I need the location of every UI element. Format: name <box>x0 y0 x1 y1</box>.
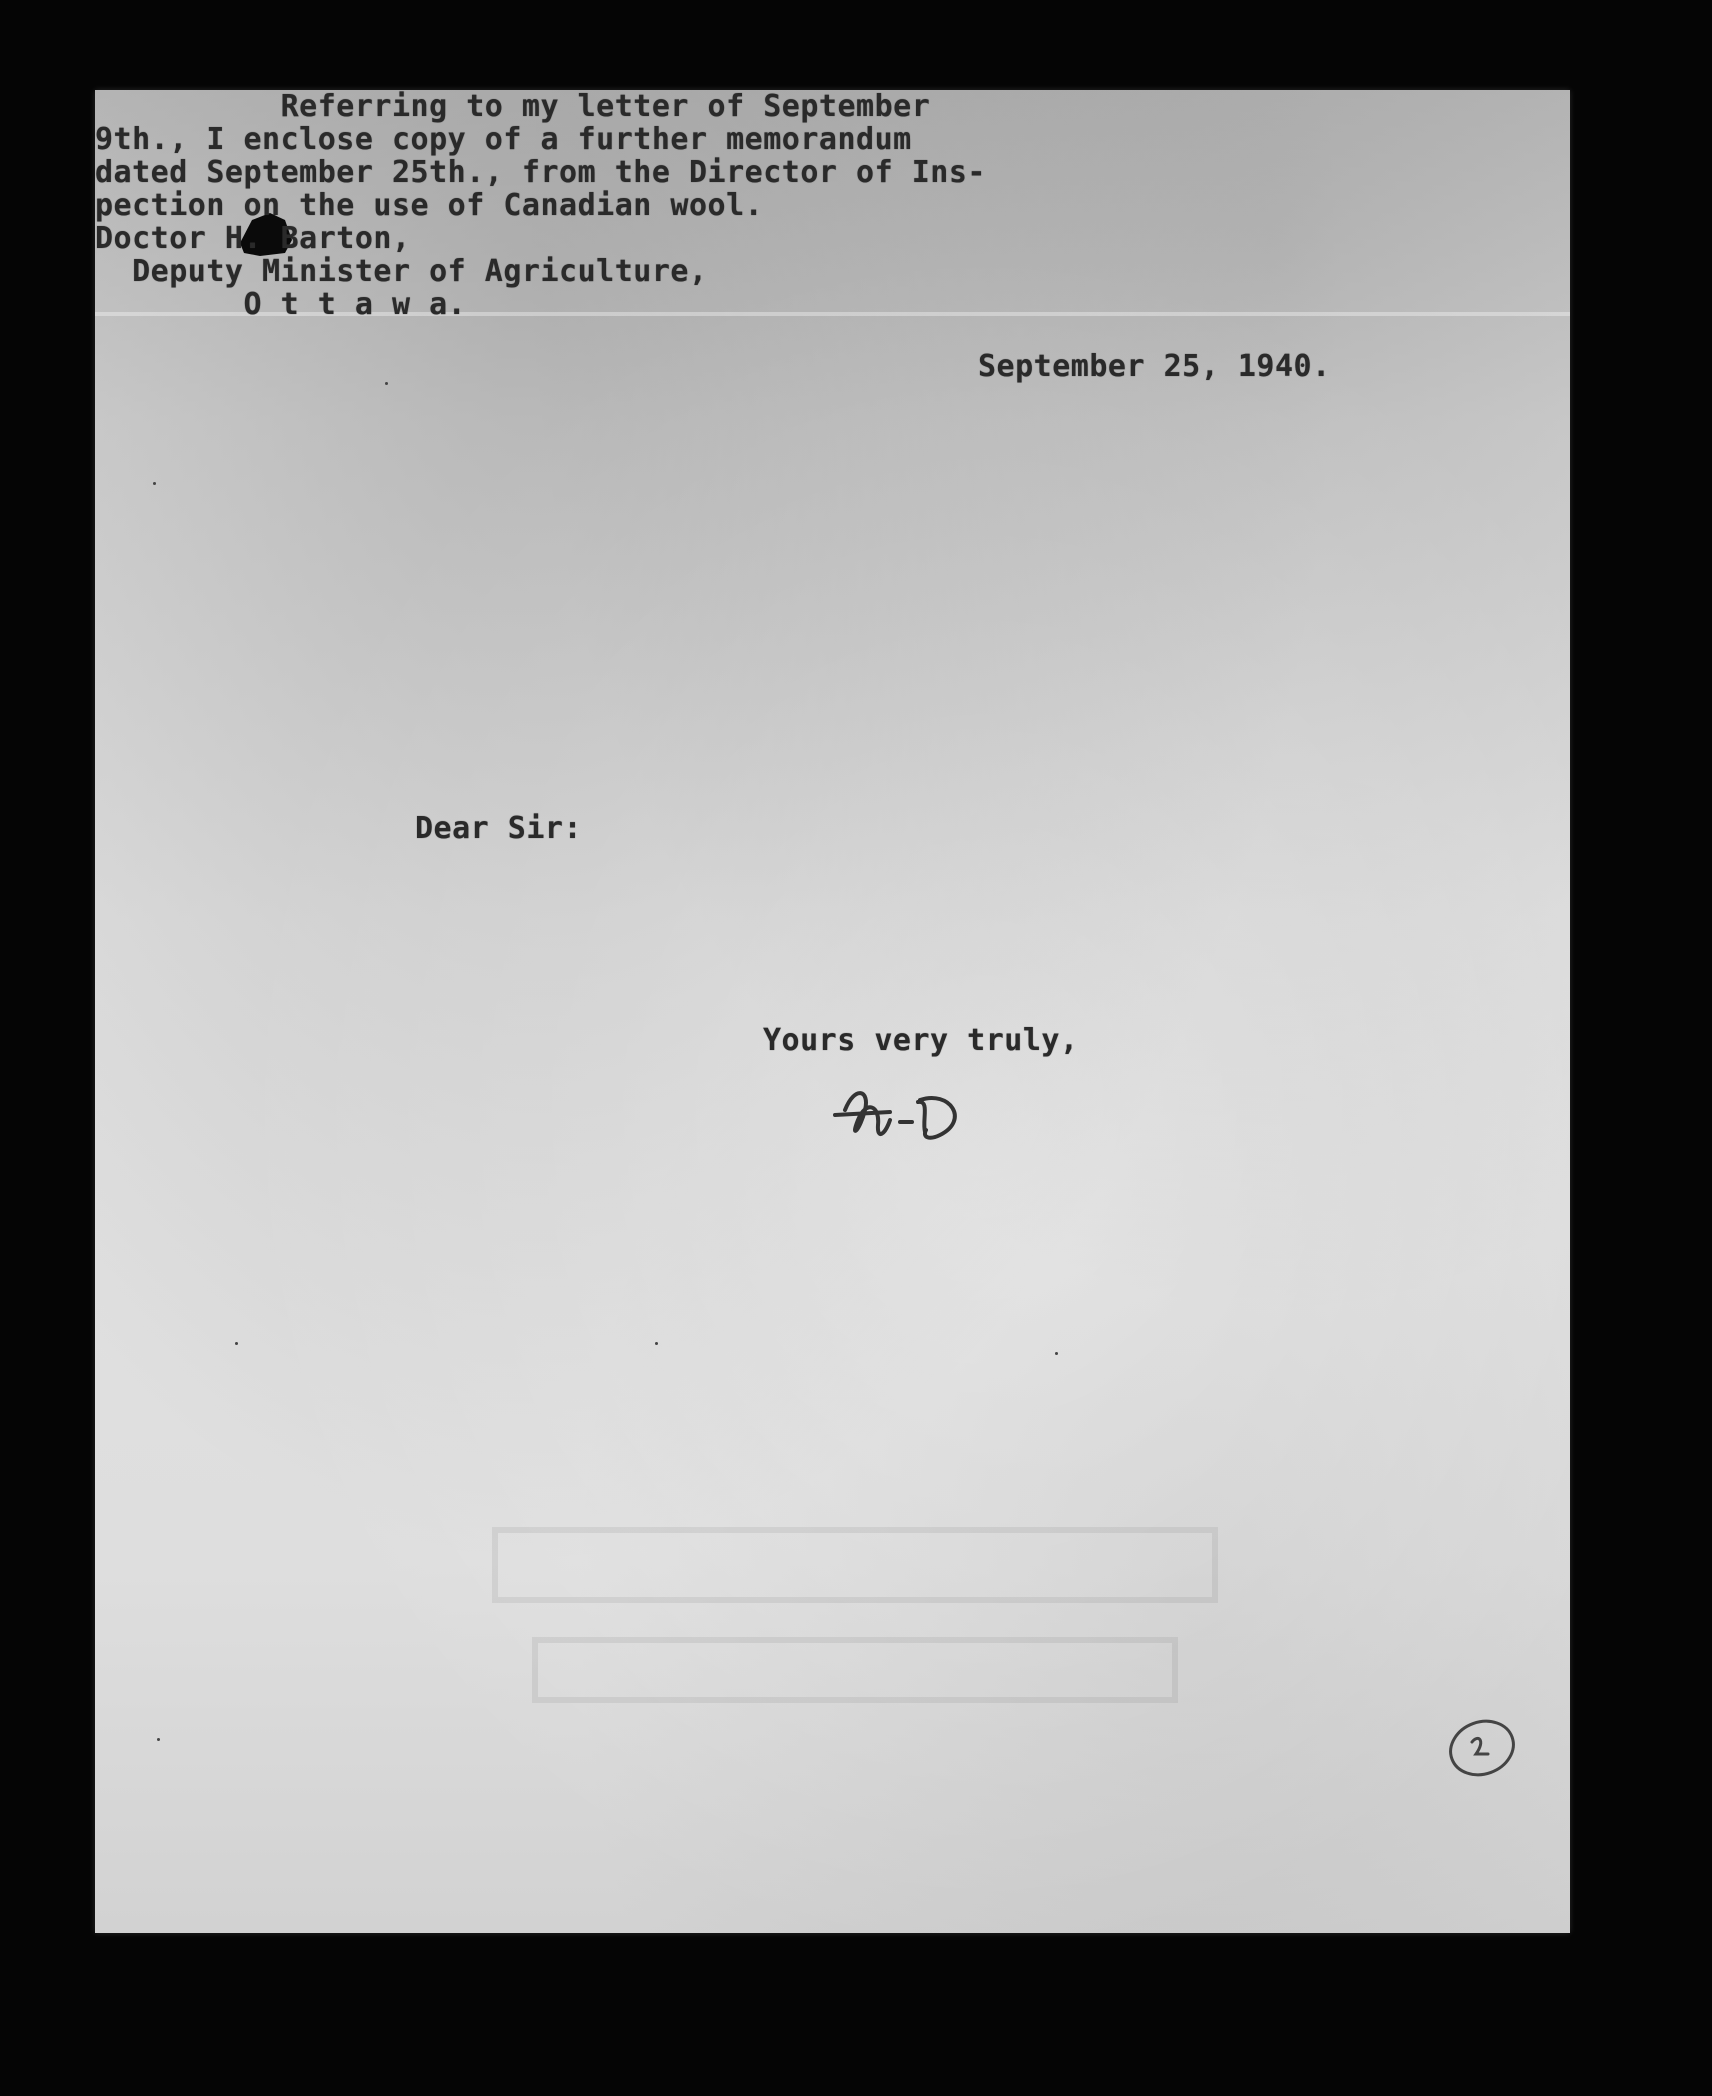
addressee-title: Deputy Minister of Agriculture, <box>95 254 708 289</box>
letter-body <box>95 90 1570 222</box>
speck <box>655 1342 658 1345</box>
letter-date: September 25, 1940. <box>978 349 1331 384</box>
speck <box>235 1342 238 1345</box>
addressee-block <box>95 222 1570 321</box>
speck <box>1055 1352 1058 1355</box>
speck <box>157 1738 160 1741</box>
body-line: dated September 25th., from the Director of Ins- <box>95 155 986 190</box>
bleed-through-stamp <box>475 1510 1235 1750</box>
speck <box>385 382 388 385</box>
salutation: Dear Sir: <box>415 811 583 846</box>
speck <box>153 482 156 485</box>
body-line: 9th., I enclose copy of a further memorandum <box>95 122 912 157</box>
body-line: pection on the use of Canadian wool. <box>95 188 764 223</box>
addressee-name: Doctor H. Barton, <box>95 221 411 256</box>
handwritten-signature <box>830 1080 975 1160</box>
body-line: Referring to my letter of September <box>95 89 931 124</box>
letter-page <box>95 90 1570 1933</box>
page-number-mark <box>1440 1712 1525 1782</box>
addressee-city: O t t a w a. <box>95 287 467 322</box>
complimentary-close: Yours very truly, <box>763 1023 1079 1058</box>
